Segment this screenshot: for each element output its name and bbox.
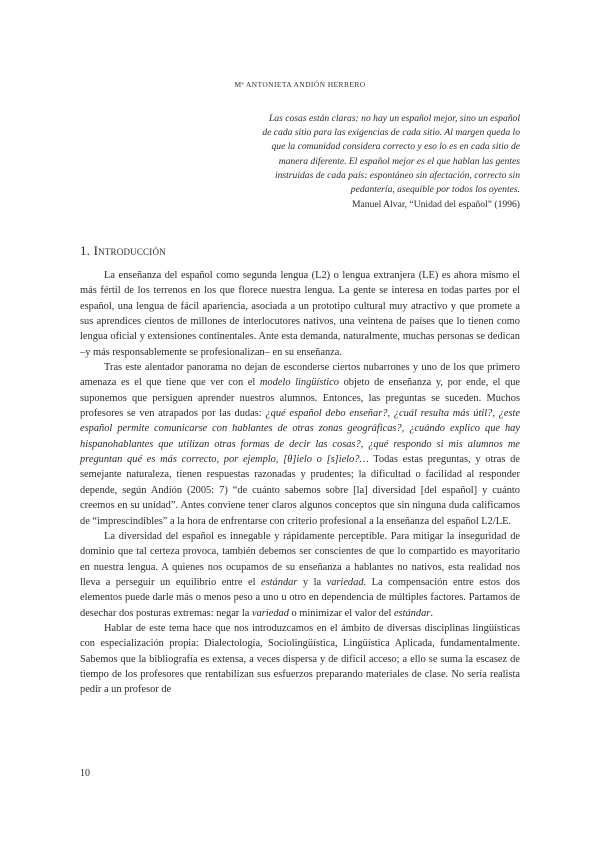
emphasis-modelo-linguistico: modelo lingüístico (259, 377, 339, 389)
epigraph-line: que la comunidad considera correcto y eso lo es en cada sitio de (271, 141, 520, 153)
paragraph-2-text: Tras este alentador panorama no dejan de esconderse ciertos nubarrones y uno de los que primero amenaza es el que tiene que ver con el (80, 362, 520, 389)
epigraph (140, 112, 520, 212)
paragraph-1: La enseñanza del español como segunda lengua (L2) o lengua extranjera (LE) es ahora mismo el más fértil de los terrenos en los que florece nuestra lengua. La gente se interesa en todas partes por el español, una lengua de fácil apariencia, asociada a un prototipo cultural muy atractivo y que promete a sus aprendices cientos de millones de interlocutores nativos, una veintena de países que lo tienen como lengua oficial y extensiones continentales. Ante esta demanda, naturalmente, muchas personas se dedican –y más responsablemente se profesionalizan– en su enseñanza. (80, 270, 520, 358)
section-title: Introducción (93, 243, 166, 258)
epigraph-source: Manuel Alvar, “Unidad del español” (1996) (352, 199, 520, 211)
body-text (80, 268, 520, 698)
paper-page (80, 0, 520, 848)
paragraph-3 (80, 529, 520, 621)
paragraph-3-text: . (430, 607, 433, 619)
emphasis-variedad: variedad (251, 607, 289, 619)
epigraph-line: instruidas de cada país: espontáneo sin afectación, correcto sin (274, 169, 520, 181)
running-header: Mª ANTONIETA ANDIÓN HERRERO (234, 80, 366, 89)
paragraph-3-text: La diversidad del español es innegable y rápidamente perceptible. Para mitigar la inseguridad de dominio que tal certeza provoca, también debemos ser conscientes de que lo compartido es mayoritario en nuestra lengua. A quienes nos ocupamos de su enseñanza a hablantes no nativos, esta realidad nos lleva a perseguir un equilibrio entre el (80, 530, 520, 588)
paragraph-3-text: o minimizar el valor del (288, 607, 394, 619)
epigraph-line: de cada sitio para las exigencias de cada sitio. Al margen queda lo (262, 127, 520, 139)
paragraph-3-text: . La compensación entre estos dos elementos puede darle más o menos peso a uno u otro en dependencia de múltiples factores. Partamos de desechar dos posturas extremas: negar la (80, 576, 520, 619)
paragraph-2 (80, 360, 520, 529)
paragraph-4: Hablar de este tema hace que nos introduzcamos en el ámbito de diversas disciplinas lingüísticas con especialización propia: Dialectología, Sociolingüística, Lingüística Aplicada, fundamentalmente. Sabemos que la bibliografía es extensa, a veces dispersa y de difícil acceso; a ello se suma la escasez de tiempo de los profesores que rentabilizan sus esfuerzos preparando materiales de clase. No sería realista pedir a un profesor de (80, 622, 520, 696)
paragraph-2-text: objeto de enseñanza y, por ende, el que suponemos que persiguen aprender nuestros alumnos. Entonces, las preguntas se suceden. Muchos profesores se ven atrapados por las dudas: (80, 377, 520, 420)
paragraph-2-text: Todas estas preguntas, y otras de semejante naturaleza, tienen respuestas razonadas y prudentes; la dificultad o facilidad al responder depende, según Andión (2005: 7) “de cuánto sabemos sobre [la] diversidad [del español] y cuánto creemos en su unidad”. Antes conviene tener claros algunos conceptos que sin ninguna duda calificamos de “imprescindibles” a la hora de enfrentarse con criterio profesional a la enseñanza del español L2/LE. (80, 454, 520, 527)
section-number: 1. (80, 243, 91, 258)
emphasis-questions: ¿qué español debo enseñar?, ¿cuál resulta más útil?, ¿este español permite comunicarse con hablantes de otras zonas geográficas?, ¿cuándo explico que hay hispanohablantes que utilizan otras formas de decir las cosas?, ¿qué respondo si mis alumnos me preguntan qué es más correcto, por ejemplo, [θ]ielo o [s]ielo?… (80, 408, 521, 466)
emphasis-variedad: variedad (326, 576, 364, 588)
page-number: 10 (80, 768, 90, 779)
epigraph-line: Las cosas están claras: no hay un español mejor, sino un español (268, 113, 520, 124)
emphasis-estandar: estándar (393, 607, 431, 619)
epigraph-line: pedantería, asequible por todos los oyentes. (350, 184, 520, 196)
emphasis-estandar: estándar (261, 576, 298, 588)
epigraph-line: manera diferente. El español mejor es el que hablan las gentes (278, 155, 520, 167)
section-heading (80, 243, 166, 259)
paragraph-3-text: y la (297, 576, 327, 588)
